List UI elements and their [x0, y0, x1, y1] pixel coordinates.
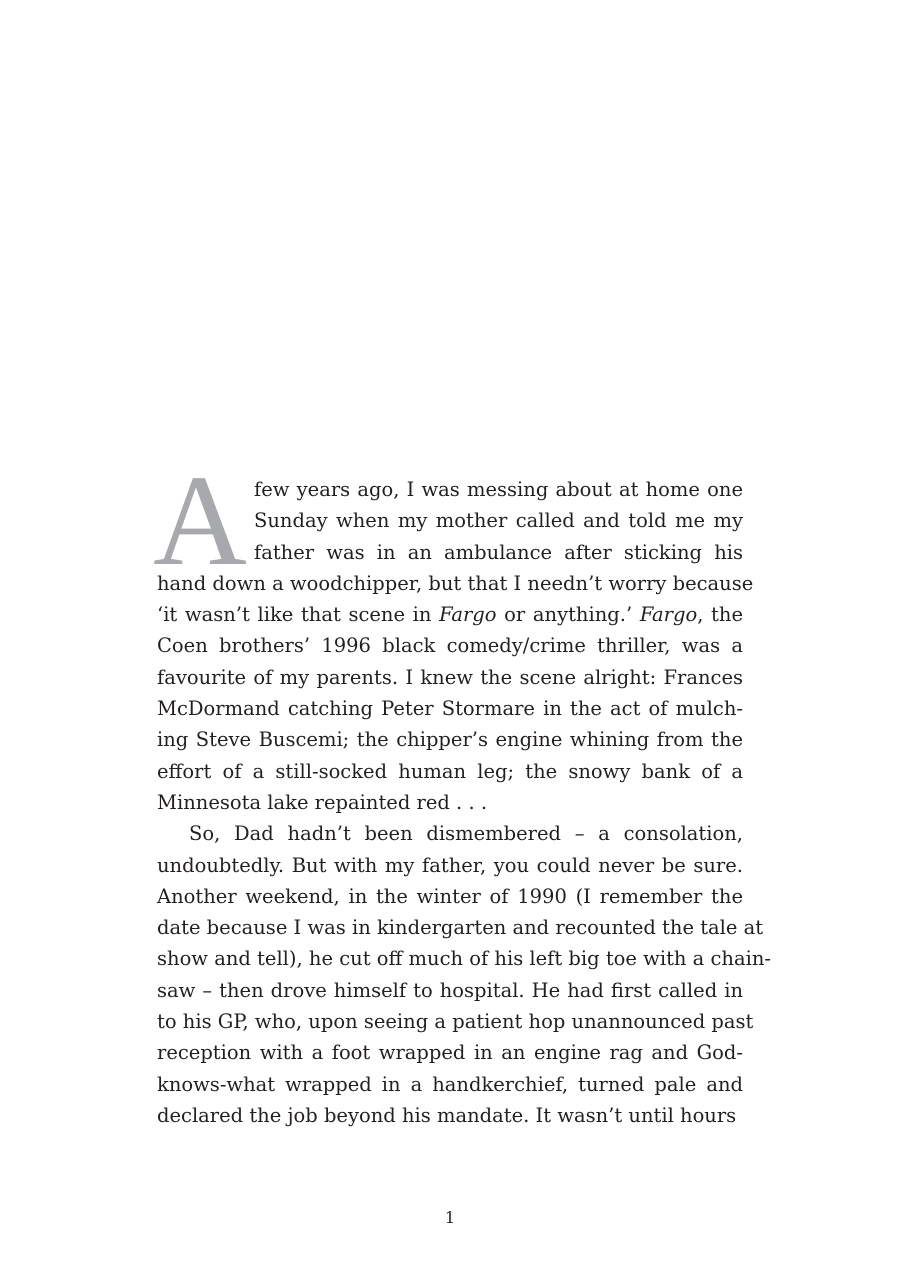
italic-title: Fargo	[439, 603, 497, 627]
text-line: to his GP, who, upon seeing a patient hop unannounced past	[157, 1010, 754, 1034]
text-line: favourite of my parents. I knew the scene alright: Frances	[157, 665, 743, 689]
text-line: ing Steve Buscemi; the chipper’s engine whining from the	[157, 728, 743, 752]
text-line: So, Dad hadn’t been dismembered – a consolation,	[189, 822, 743, 846]
text-line: date because I was in kindergarten and recounted the tale at	[157, 916, 764, 940]
text-run: ‘it wasn’t like that scene in	[157, 603, 440, 627]
text-line: Minnesota lake repainted red . . .	[157, 790, 488, 814]
text-line: knows-what wrapped in a handkerchief, turned pale and	[157, 1072, 743, 1096]
text-line	[157, 599, 743, 630]
text-run: or anything.’	[496, 603, 640, 627]
text-line: Another weekend, in the winter of 1990 (I remember the	[157, 884, 743, 908]
italic-title: Fargo	[639, 603, 698, 627]
text-line: show and tell), he cut off much of his left big toe with a chain-	[157, 947, 771, 971]
text-line: McDormand catching Peter Stormare in the act of mulch-	[157, 697, 743, 721]
body-text	[153, 449, 771, 1131]
text-line: father was in an ambulance after sticking his	[254, 540, 743, 564]
text-line: few years ago, I was messing about at home one	[254, 478, 743, 501]
text-line: undoubtedly. But with my father, you could never be sure.	[157, 853, 743, 877]
page-number: 1	[444, 1208, 456, 1227]
text-run: , the	[697, 603, 743, 627]
text-line: saw – then drove himself to hospital. He had first called in	[157, 978, 743, 1002]
text-line: declared the job beyond his mandate. It wasn’t until hours	[157, 1103, 737, 1127]
text-line: reception with a foot wrapped in an engine rag and God-	[157, 1041, 743, 1065]
text-line: hand down a woodchipper, but that I needn’t worry because	[157, 571, 754, 595]
text-line: Sunday when my mother called and told me my	[254, 509, 743, 533]
drop-cap: A	[153, 449, 247, 593]
text-line: effort of a still-socked human leg; the snowy bank of a	[157, 759, 743, 783]
paragraph-2	[157, 818, 771, 1131]
text-line: Coen brothers’ 1996 black comedy/crime thriller, was a	[157, 634, 743, 658]
